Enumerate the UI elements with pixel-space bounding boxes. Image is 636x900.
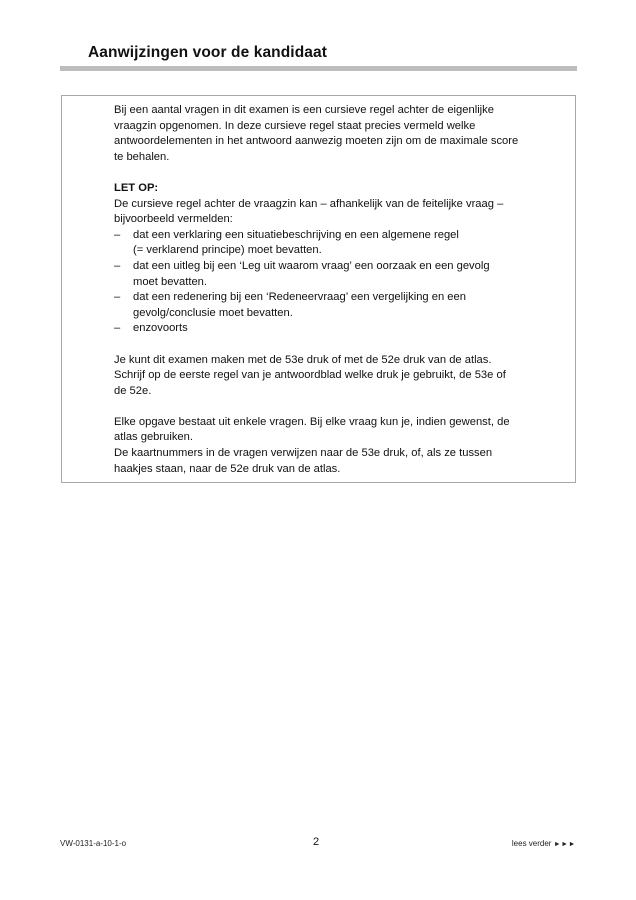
instruction-content bbox=[114, 103, 560, 477]
dash-bullet: – bbox=[114, 259, 121, 272]
dash-bullet: – bbox=[114, 291, 121, 304]
list-item bbox=[114, 290, 560, 321]
exam-code: VW-0131-a-10-1-o bbox=[60, 839, 127, 848]
page-title: Aanwijzingen voor de kandidaat bbox=[88, 44, 327, 61]
atlas-line: Schrijf op de eerste regel van je antwoordblad welke druk je gebruikt, de 53e of bbox=[114, 369, 506, 382]
atlas-edition-paragraph bbox=[114, 353, 560, 400]
title-rule bbox=[60, 66, 577, 71]
bullet-line: moet bevatten. bbox=[133, 275, 208, 288]
atlas-line: de 52e. bbox=[114, 384, 152, 397]
page-number: 2 bbox=[313, 836, 320, 848]
intro-line: vraagzin opgenomen. In deze cursieve regel staat precies vermeld welke bbox=[114, 119, 476, 132]
bullet-line: dat een redenering bij een ‘Redeneervraag’ een vergelijking en een bbox=[133, 291, 466, 304]
dash-bullet: – bbox=[114, 228, 121, 241]
list-item bbox=[114, 321, 560, 337]
note-section bbox=[114, 181, 560, 337]
assignments-paragraph bbox=[114, 415, 560, 477]
assignments-line: haakjes staan, naar de 52e druk van de atlas. bbox=[114, 462, 341, 475]
list-item bbox=[114, 259, 560, 290]
assignments-line: Elke opgave bestaat uit enkele vragen. Bij elke vraag kun je, indien gewenst, de bbox=[114, 415, 510, 428]
continue-text: lees verder bbox=[511, 839, 552, 848]
paragraph-gap bbox=[114, 337, 560, 353]
dash-bullet: – bbox=[114, 322, 121, 335]
paragraph-gap bbox=[114, 399, 560, 415]
instruction-box bbox=[61, 95, 576, 483]
paragraph-gap bbox=[114, 165, 560, 181]
bullet-line: dat een uitleg bij een ‘Leg uit waarom vraag’ een oorzaak en een gevolg bbox=[133, 259, 490, 272]
note-line: De cursieve regel achter de vraagzin kan – afhankelijk van de feitelijke vraag – bbox=[114, 197, 504, 210]
intro-line: antwoordelementen in het antwoord aanwezig moeten zijn om de maximale score bbox=[114, 135, 519, 148]
continue-label bbox=[512, 839, 576, 848]
assignments-line: De kaartnummers in de vragen verwijzen naar de 53e druk, of, als ze tussen bbox=[114, 447, 493, 460]
atlas-line: Je kunt dit examen maken met de 53e druk of met de 52e druk van de atlas. bbox=[114, 353, 492, 366]
list-item bbox=[114, 228, 560, 259]
bullet-line: (= verklarend principe) moet bevatten. bbox=[133, 244, 322, 257]
intro-line: te behalen. bbox=[114, 150, 170, 163]
bullet-line: gevolg/conclusie moet bevatten. bbox=[133, 306, 293, 319]
note-heading: LET OP: bbox=[114, 181, 159, 194]
arrow-right-icon: ►►► bbox=[553, 841, 576, 848]
note-bullet-list bbox=[114, 228, 560, 337]
note-line: bijvoorbeeld vermelden: bbox=[114, 213, 233, 226]
bullet-line: dat een verklaring een situatiebeschrijving en een algemene regel bbox=[133, 228, 459, 241]
bullet-line: enzovoorts bbox=[133, 322, 188, 335]
intro-line: Bij een aantal vragen in dit examen is een cursieve regel achter de eigenlijke bbox=[114, 104, 494, 116]
assignments-line: atlas gebruiken. bbox=[114, 431, 193, 444]
intro-paragraph bbox=[114, 103, 560, 165]
